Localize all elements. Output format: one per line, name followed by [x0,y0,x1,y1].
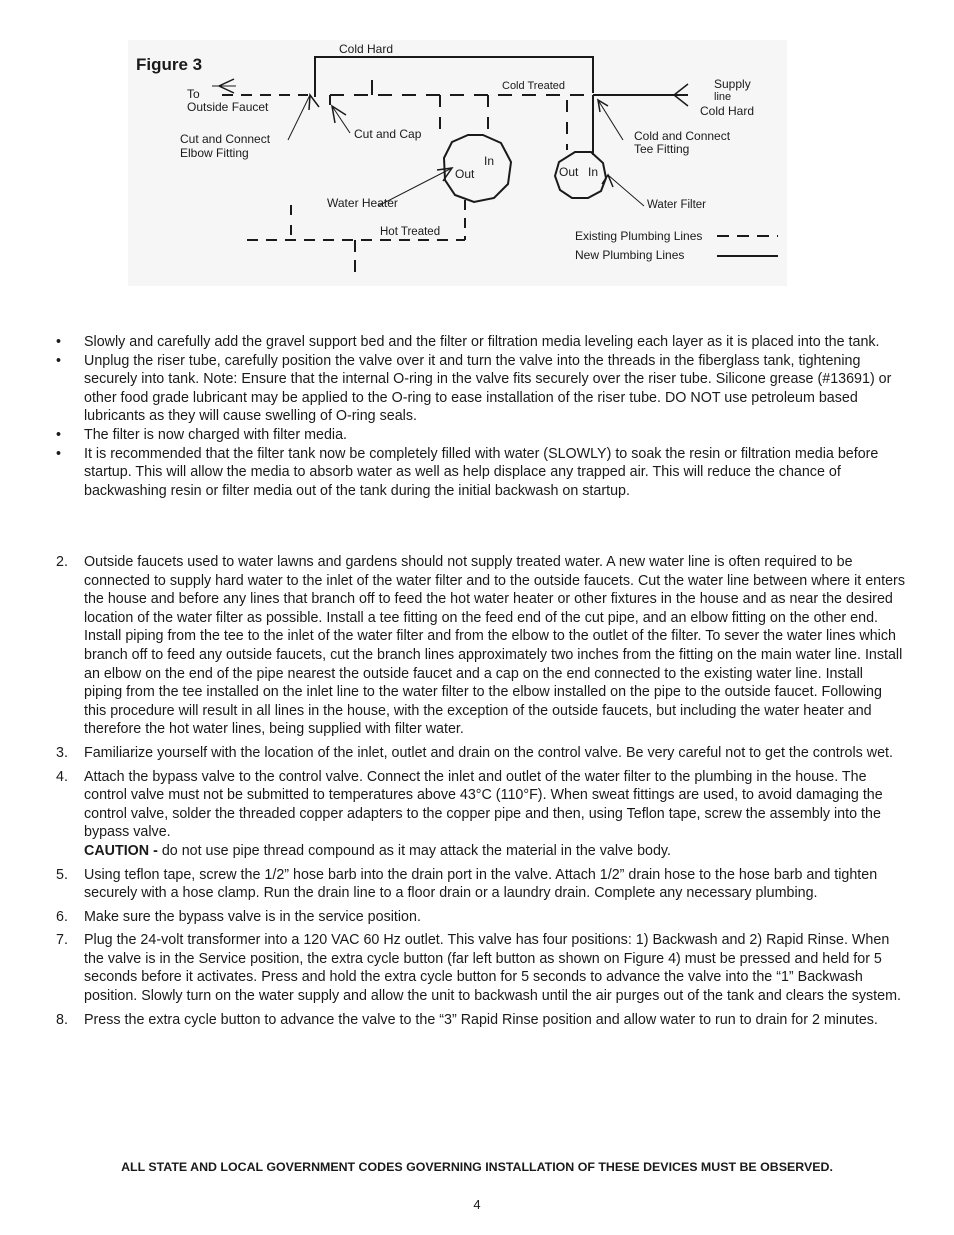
step-text: Make sure the bypass valve is in the service position. [84,908,421,925]
label-cut-and-cap: Cut and Cap [354,127,422,141]
caution-label: CAUTION - [84,842,158,859]
step-item [55,768,905,861]
step-text: Outside faucets used to water lawns and gardens should not supply treated water. A new water line is often required to be connected to supply hard water to the inlet of the water filter and to the outside faucets. Cut the water line between where it enters the house and before any lines that branch off to feed the hot water heater or other fixtures in the house and as near the desired location of the water filter as possible. Install a tee fitting on the feed end of the cut pipe, and an elbow fitting on the other end. Install piping from the tee to the inlet of the water filter and from the elbow to the outlet of the filter. To sever the water lines which branch off to feed any outside faucets, cut the branch lines approximately two inches from the fitting on the main water line. Install an elbow on the end of the pipe nearest the outside faucet and a cap on the end connected to the existing water line. Install piping from the tee installed on the inlet line to the water filter to the elbow installed on the pipe to the outside faucet. Following this procedure will result in all lines in the house, with the exception of the outside faucets, but including the water heater and therefore the hot water lines, being supplied with filter water. [84,554,905,738]
label-heater-out: Out [455,167,475,181]
label-line: line [714,91,732,103]
label-cold-hard-right: Cold Hard [700,104,755,118]
step-text: Press the extra cycle button to advance the valve to the “3” Rapid Rinse position and allow water to run to drain for 2 minutes. [84,1011,878,1028]
label-cold-hard-top: Cold Hard [339,42,394,56]
label-to: To [187,87,200,101]
bullet-item: • The filter is now charged with filter media. [55,426,905,445]
step-item [55,553,905,739]
label-legend-new: New Plumbing Lines [575,248,685,262]
plumbing-diagram [0,0,954,300]
codes-notice: ALL STATE AND LOCAL GOVERNMENT CODES GOVERNING INSTALLATION OF THESE DEVICES MUST BE OBSERVED. [121,1160,833,1174]
bullet-item: • It is recommended that the filter tank now be completely filled with water (SLOWLY) to soak the resin or filtration media before startup. This will allow the media to absorb water as well as help displace any trapped air. This will reduce the chance of backwashing resin or filter media out of the tank during the initial backwash on startup. [55,445,905,501]
label-water-heater: Water Heater [327,196,398,210]
label-legend-existing: Existing Plumbing Lines [575,229,703,243]
label-supply: Supply [714,77,751,91]
label-heater-in: In [484,154,495,168]
step-item [55,744,905,763]
step-text: Attach the bypass valve to the control valve. Connect the inlet and outlet of the water filter to the plumbing in the house. The control valve must not be submitted to temperatures above 43°C (110°F). When sweat fittings are used, to avoid damaging the control valve, solder the threaded copper adapters to the copper pipe and then, using Teflon tape, screw the assembly into the bypass valve. [84,768,883,841]
label-cold-treated: Cold Treated [502,80,565,92]
bullet-item: • Slowly and carefully add the gravel support bed and the filter or filtration media leveling each layer as it is placed into the tank. [55,333,905,352]
label-cut-connect-elbow: Cut and Connect [180,132,271,146]
step-number: 5. [56,866,68,883]
page-number: 4 [473,1197,481,1212]
step-list [55,553,905,1034]
label-filter-out: Out [559,165,579,179]
caution-note [84,843,671,859]
step-number: 4. [56,768,68,785]
label-elbow-fitting: Elbow Fitting [180,146,249,160]
label-tee-fitting: Tee Fitting [634,142,690,156]
step-number: 2. [56,554,68,570]
step-number: 3. [56,744,68,761]
step-item [55,1011,905,1030]
figure-title: Figure 3 [136,55,203,74]
step-item [55,866,905,903]
step-text: Using teflon tape, screw the 1/2” hose barb into the drain port in the valve. Attach 1/2” drain hose to the hose barb and tighten securely with a hose clamp. Run the drain line to a floor drain or a laundry drain. Complete any necessary plumbing. [84,866,878,902]
step-number: 8. [56,1011,68,1028]
step-text: Plug the 24-volt transformer into a 120 VAC 60 Hz outlet. This valve has four positions: 1) Backwash and 2) Rapid Rinse. When the valve is in the Service position, the extra cycle button (far left button as shown on Figure 4) must be pressed and held for 5 seconds before it activates. Press and hold the extra cycle button for 5 seconds to advance the valve into the “1” Backwash position. Slowly turn on the water supply and allow the unit to backwash until the air purges out of the tank and clears the system. [84,932,901,1005]
label-hot-treated: Hot Treated [380,226,441,238]
step-number: 7. [56,932,68,949]
step-text: Familiarize yourself with the location of the inlet, outlet and drain on the control valve. Be very careful not to get the controls wet. [84,744,893,761]
caution-text: do not use pipe thread compound as it may attack the material in the valve body. [157,842,671,859]
step-item [55,931,905,1005]
step-item [55,908,905,927]
step-number: 6. [56,908,68,925]
bullet-item: • Unplug the riser tube, carefully position the valve over it and turn the valve into the threads in the fiberglass tank, tightening securely into tank. Note: Ensure that the internal O-ring in the valve fits securely over the riser tube. Silicone grease (#13691) or other food grade lubricant may be applied to the O-ring to ease installation of the riser tube. DO NOT use petroleum based lubricants as they will cause swelling of O-ring seals. [55,352,905,426]
label-filter-in: In [588,165,599,179]
label-water-filter: Water Filter [647,199,706,211]
label-cold-connect-tee: Cold and Connect [634,129,731,143]
bullet-list [55,333,905,500]
label-outside-faucet: Outside Faucet [187,100,269,114]
